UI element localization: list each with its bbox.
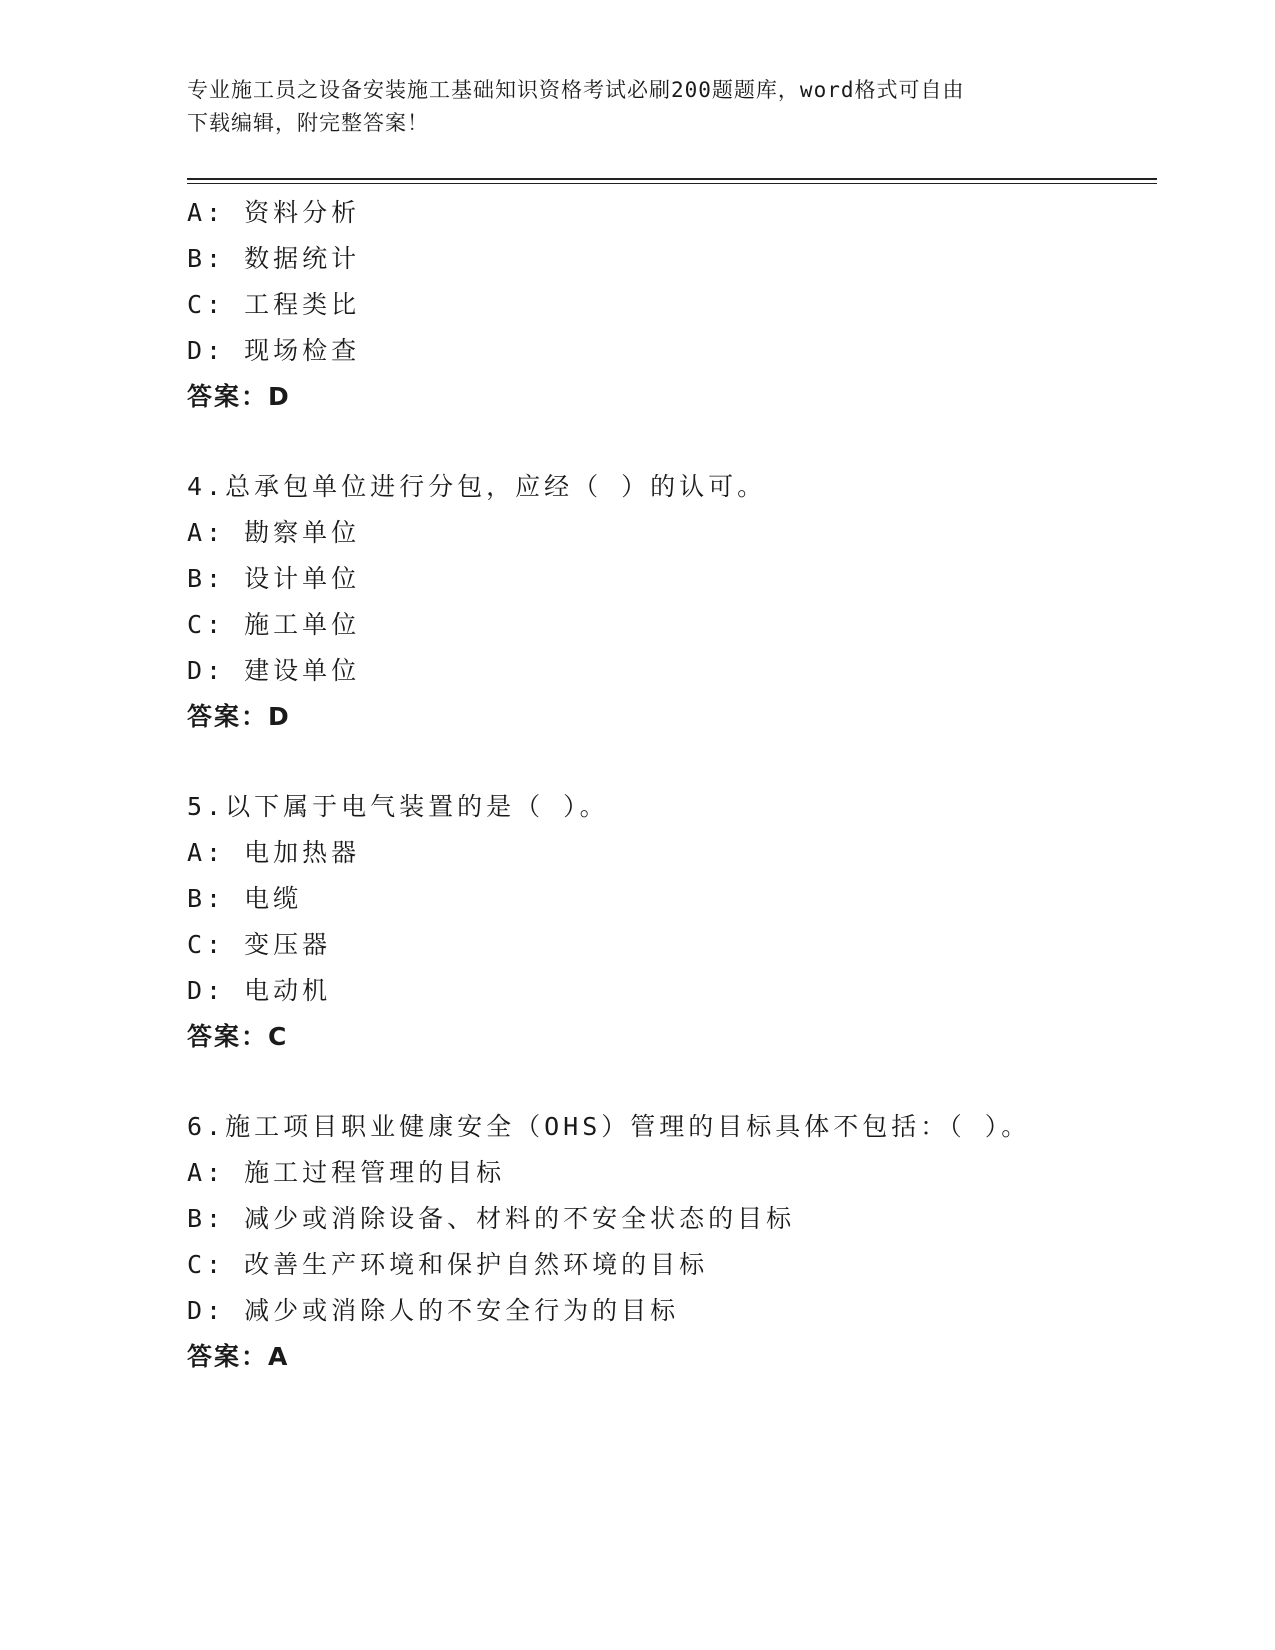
option-b: B: 设计单位 [187,564,361,593]
option-d: D: 减少或消除人的不安全行为的目标 [187,1296,680,1325]
header-title-line1: 专业施工员之设备安装施工基础知识资格考试必刷200题题库，word格式可自由 [187,78,965,102]
header-divider-thin [187,183,1157,184]
option-b: B: 电缆 [187,884,303,913]
answer: 答案：A [187,1342,290,1371]
option-c: C: 施工单位 [187,610,361,639]
option-c: C: 变压器 [187,930,332,959]
answer: 答案：D [187,702,291,731]
question-stem: 4.总承包单位进行分包，应经（ ）的认可。 [187,472,767,501]
document-header [187,74,1087,140]
option-c: C: 改善生产环境和保护自然环境的目标 [187,1250,709,1279]
header-divider-thick [187,178,1157,180]
question-5 [187,784,1157,1060]
option-d: D: 现场检查 [187,336,361,365]
question-3 [187,190,1157,420]
answer: 答案：C [187,1022,289,1051]
option-a: A: 勘察单位 [187,518,361,547]
question-6 [187,1104,1157,1380]
option-c: C: 工程类比 [187,290,361,319]
question-list [187,190,1157,1380]
option-a: A: 资料分析 [187,198,361,227]
answer: 答案：D [187,382,291,411]
option-a: A: 施工过程管理的目标 [187,1158,506,1187]
option-b: B: 数据统计 [187,244,361,273]
spacer [187,740,1157,784]
spacer [187,420,1157,464]
option-d: D: 电动机 [187,976,332,1005]
option-d: D: 建设单位 [187,656,361,685]
question-stem: 5.以下属于电气装置的是（ ）。 [187,792,609,821]
header-title-line2: 下载编辑，附完整答案！ [187,111,429,135]
option-a: A: 电加热器 [187,838,361,867]
spacer [187,1060,1157,1104]
option-b: B: 减少或消除设备、材料的不安全状态的目标 [187,1204,796,1233]
question-stem: 6.施工项目职业健康安全（OHS）管理的目标具体不包括：（ ）。 [187,1112,1031,1141]
question-4 [187,464,1157,740]
